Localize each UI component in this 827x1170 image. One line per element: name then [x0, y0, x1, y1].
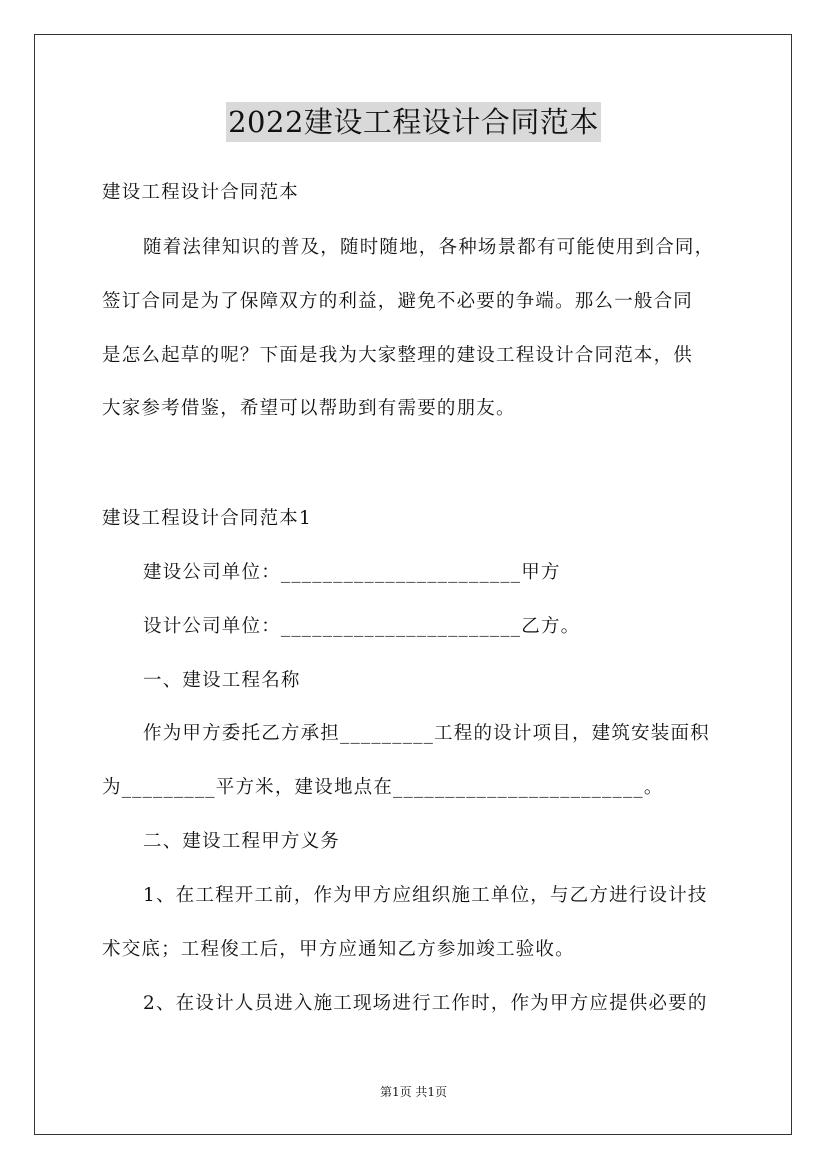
paragraph-line: 是怎么起草的呢？下面是我为大家整理的建设工程设计合同范本，供 — [102, 345, 694, 366]
paragraph-line: 作为甲方委托乙方承担_________工程的设计项目，建筑安装面积 — [143, 723, 710, 744]
paragraph-line: 术交底；工程俊工后，甲方应通知乙方参加竣工验收。 — [102, 939, 575, 960]
party-b-line: 设计公司单位：_______________________乙方。 — [143, 616, 581, 637]
title-container — [0, 102, 827, 142]
paragraph-line: 大家参考借鉴，希望可以帮助到有需要的朋友。 — [102, 398, 516, 419]
paragraph-line: 签订合同是为了保障双方的利益，避免不必要的争端。那么一般合同 — [102, 291, 694, 312]
clause-heading: 一、建设工程名称 — [143, 670, 301, 691]
paragraph-line: 为_________平方米，建设地点在________________________。 — [102, 777, 664, 798]
section-heading: 建设工程设计合同范本1 — [102, 508, 312, 529]
page-footer: 第1页 共1页 — [379, 1085, 448, 1099]
party-a-line: 建设公司单位：_______________________甲方 — [143, 562, 561, 583]
document-title: 2022建设工程设计合同范本 — [226, 102, 601, 142]
clause-heading: 二、建设工程甲方义务 — [143, 831, 341, 852]
paragraph-line: 2、在设计人员进入施工现场进行工作时，作为甲方应提供必要的 — [143, 993, 708, 1014]
section-heading: 建设工程设计合同范本 — [102, 182, 300, 203]
paragraph-line: 1、在工程开工前，作为甲方应组织施工单位，与乙方进行设计技 — [143, 885, 708, 906]
paragraph-line: 随着法律知识的普及，随时随地，各种场景都有可能使用到合同， — [143, 237, 715, 258]
